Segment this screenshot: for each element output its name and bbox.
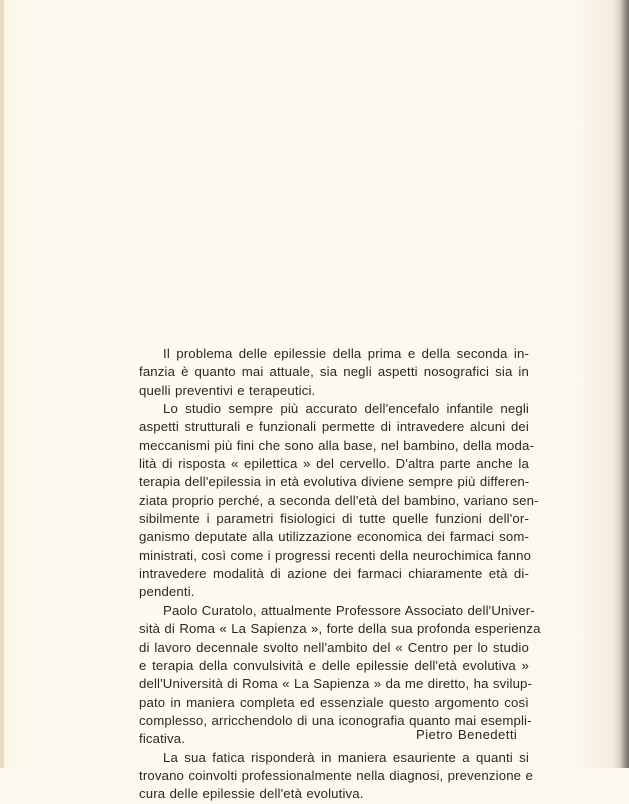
text-line: La sua fatica risponderà in maniera esauriente a quanti si xyxy=(163,749,529,765)
text-line: di lavoro decennale svolto nell'ambito del « Centro per lo studio xyxy=(139,639,529,655)
text-line: trovano coinvolti professionalmente nella diagnosi, prevenzione e xyxy=(139,767,533,783)
text-line: ministrati, così come i progressi recenti della neurochimica fanno xyxy=(139,547,532,563)
text-line: intravedere modalità di azione dei farmaci chiaramente età di- xyxy=(139,566,529,582)
text-line: pendenti. xyxy=(139,584,195,600)
author-signature: Pietro Benedetti xyxy=(416,727,518,742)
paragraph-4 xyxy=(115,749,533,804)
text-line: ficativa. xyxy=(139,731,186,747)
text-line: Paolo Curatolo, attualmente Professore Associato dell'Univer- xyxy=(163,602,535,618)
text-line: quelli preventivi e terapeutici. xyxy=(139,382,316,398)
text-line: terapia dell'epilessia in età evolutiva diviene sempre più differen- xyxy=(139,474,530,490)
text-line: Lo studio sempre più accurato dell'encefalo infantile negli xyxy=(163,401,529,417)
text-line: sibilmente i parametri fisiologici di tutte quelle funzioni dell'or- xyxy=(139,511,529,527)
text-line: meccanismi più fini che sono alla base, nel bambino, della moda- xyxy=(139,437,535,453)
text-line: dell'Università di Roma « La Sapienza » da me diretto, ha svilup- xyxy=(139,676,533,692)
paragraph-2 xyxy=(115,400,539,602)
text-line: e terapia della convulsività e delle epilessie dell'età evolutiva » xyxy=(139,657,529,673)
text-line: fanzia è quanto mai attuale, sia negli aspetti nosografici sia in xyxy=(139,364,529,380)
page-left-edge xyxy=(0,0,4,768)
text-line: aspetti strutturali e funzionali permette di intravedere alcuni dei xyxy=(139,419,529,435)
text-line: ganismo deputate alla utilizzazione economica dei farmaci som- xyxy=(139,529,529,545)
paragraph-1 xyxy=(115,345,529,400)
text-line: ziata proprio perché, a seconda dell'età del bambino, variano sen- xyxy=(139,492,539,508)
text-line: sità di Roma « La Sapienza », forte della sua profonda esperienza xyxy=(139,621,541,637)
text-line: Il problema delle epilessie della prima e della seconda in- xyxy=(163,346,529,361)
text-line: lità di risposta « epilettica » del cervello. D'altra parte anche la xyxy=(139,456,529,472)
text-line: complesso, arricchendolo di una iconografia quanto mai esempli- xyxy=(139,712,532,728)
text-line: pato in maniera completa ed essenziale questo argomento così xyxy=(139,694,529,710)
text-line: cura delle epilessie dell'età evolutiva. xyxy=(139,786,364,802)
